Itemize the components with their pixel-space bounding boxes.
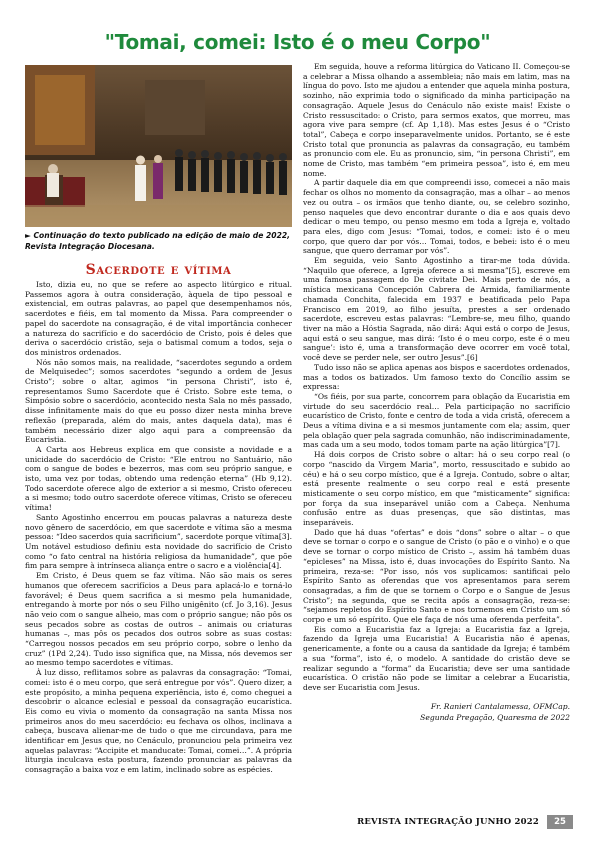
magazine-issue: REVISTA INTEGRAÇÃO JUNHO 2022 — [357, 817, 539, 827]
paragraph: Dado que há duas “ofertas” e dois “dons” sobre o altar – o que deve se tornar o corpo e o sangue de Cristo (o pão e o vinho) e o que deve se tornar o corpo místico de Cristo –, assim há também duas “epicleses” na Missa, isto é, duas invocações do Espírito Santo. Na primeira, reza-se: “Por isso, nós vos suplicamos: santificai pelo Espírito Santo as oferendas que vos apresentamos para serem consagradas, a fim de que se tornem o Corpo e o Sangue de Jesus Cristo”; na segunda, que se recita após a consagração, reza-se: “sejamos repletos do Espírito Santo e nos tornemos em Cristo um só corpo e um só espírito. Que ele faça de nós uma oferenda perfeita”. — [303, 527, 570, 625]
author-name: Fr. Ranieri Cantalamessa, OFMCap. — [430, 702, 570, 711]
paragraph: Há dois corpos de Cristo sobre o altar: há o seu corpo real (o corpo “nascido da Virgem Maria”, morto, ressuscitado e subido ao céu) e há o seu corpo místico, que é a Igreja. Contudo, sobre o altar, está presente realmente o seu corpo real e está presente misticamente o seu corpo místico, em que “misticamente” significa: por força da sua inseparável união com a Cabeça. Nenhuma confusão entre as duas presenças, que são distintas, mas inseparáveis. — [303, 450, 570, 528]
paragraph: Eis como a Eucaristia faz a Igreja: a Eucaristia faz a Igreja, fazendo da Igreja uma Eucaristia! A Eucaristia não é apenas, genericamente, a fonte ou a causa da santidade da Igreja; é também a sua “forma”, isto é, o modelo. A santidade do cristão deve se realizar segundo a “forma” da Eucaristia; deve ser uma santidade eucarística. O cristão não pode se limitar a celebrar a Eucaristia, deve ser Eucaristia com Jesus. — [303, 624, 570, 692]
photo-caption: ► Continuação do texto publicado na edição de maio de 2022, Revista Integração Diocesana. — [25, 231, 291, 251]
paragraph: Santo Agostinho encerrou em poucas palavras a natureza deste novo gênero de sacerdócio, em que sacerdote e vítima são a mesma pessoa: “Ideo sacerdos quia sacrificium”, sacerdote porque vítima[3]. Um notável estudioso definiu esta novidade do sacrifício de Cristo como “o fato central na história religiosa da humanidade”, que põe fim para sempre à intrínseca aliança entre o sacro e a violência[4]. — [25, 512, 292, 571]
paragraph: À luz disso, reflitamos sobre as palavras da consagração: “Tomai, comei: isto é o meu corpo, que será entregue por vós”. Quero dizer, a este propósito, a minha pequena experiência, isto é, como cheguei a descobrir o alcance eclesial e pessoal da consagração eucarística. Eis como eu vivia o momento da consagração na santa Missa nos primeiros anos do meu sacerdócio: eu fechava os olhos, inclinava a cabeça, buscava alienar-me de tudo o que me circundava, para me identificar em Jesus que, no Cenáculo, pronunciou pela primeira vez aquelas palavras: “Accipite et manducate: Tomai, comei…”. A própria liturgia inculcava esta postura, fazendo pronunciar as palavras da consagração a baixa voz e em latim, inclinado sobre as espécies. — [25, 668, 292, 775]
article-title: "Tomai, comei: Isto é o meu Corpo" — [104, 30, 491, 54]
author-signature — [303, 701, 570, 723]
paragraph: A Carta aos Hebreus explica em que consiste a novidade e a unicidade do sacerdócio de Cristo: “Ele entrou no Santuário, não com o sangue de bodes e bezerros, mas com seu próprio sangue, e isto, uma vez por todas, obtendo uma redenção eterna” (Hb 9,12). Todo sacerdote oferece algo de exterior a si mesmo, Cristo ofereceu a si mesmo; todo outro sacerdote oferece vítimas, Cristo se ofereceu vítima! — [25, 444, 292, 513]
paragraph: Tudo isso não se aplica apenas aos bispos e sacerdotes ordenados, mas a todos os batizados. Um famoso texto do Concílio assim se expressa: — [303, 362, 570, 392]
paragraph: Isto, dizia eu, no que se refere ao aspecto litúrgico e ritual. Passemos agora à outra consideração, àquela de tipo pessoal e existencial, em outras palavras, ao papel que desempenhamos nós, sacerdotes e fiéis, em tal momento da Missa. Para compreender o papel do sacerdote na consagração, é de vital importância conhecer a natureza do sacrifício e do sacerdócio de Cristo, pois é deles que deriva o sacerdócio cristão, seja o batismal comum a todos, seja o dos ministros ordenados. — [25, 280, 292, 357]
section-heading: Sacerdote e vítima — [85, 262, 232, 278]
page-footer — [0, 814, 595, 834]
paragraph: Em Cristo, é Deus quem se faz vítima. Não são mais os seres humanos que oferecem sacrifícios a Deus para aplacá-lo e torná-lo favorável; é Deus quem sacrifica a si mesmo pela humanidade, entregando à morte por nós o seu Filho unigênito (cf. Jo 3,16). Jesus não veio com o sangue alheio, mas com o próprio sangue; não pôs os seus pecados sobre as costas de outros – animais ou criaturas humanas –, mas pôs os pecados dos outros sobre as suas costas: “Carregou nossos pecados em seu próprio corpo, sobre o lenho da cruz” (1Pd 2,24). Tudo isso significa que, na Missa, nós devemos ser ao mesmo tempo sacerdotes e vítimas. — [25, 571, 292, 668]
author-source: Segunda Pregação, Quaresma de 2022 — [420, 713, 570, 722]
paragraph: Nós não somos mais, na realidade, “sacerdotes segundo a ordem de Melquisedec”; somos sacerdotes “segundo a ordem de Jesus Cristo”; sobre o altar, agimos “in persona Christi”, isto é, representamos Sumo Sacerdote que é Cristo. Sobre este tema, o Simpósio sobre o sacerdócio, acontecido nesta Sala no mês passado, disse infinitamente mais do que eu posso dizer nesta minha breve reflexão (preparada, além do mais, antes daquela data), mas é também necessário dizer algo aqui para a compreensão da Eucaristia. — [25, 357, 292, 445]
papal-audience-photo — [25, 65, 292, 227]
left-column — [25, 280, 292, 775]
paragraph: A partir daquele dia em que compreendi isso, comecei a não mais fechar os olhos no momento da consagração, mas a olhar – ao menos vez ou outra – os irmãos que tenho diante, ou, se celebro sozinho, penso naqueles que devo encontrar durante o dia e aos quais devo dedicar o meu tempo, ou penso mesmo em toda a Igreja e, voltado para eles, digo com Jesus: “Tomai, todos, e comei: isto é o meu corpo, que quero dar por vós… Tomai, todos, e bebei: isto é o meu sangue, que quero derramar por vós”. — [303, 178, 570, 256]
right-column — [303, 62, 570, 693]
quote-paragraph: “Os fiéis, por sua parte, concorrem para oblação da Eucaristia em virtude do seu sacerdócio real… Pela participação no sacrifício eucarístico de Cristo, fonte e centro de toda a vida cristã, oferecem a Deus a vítima divina e a si mesmos juntamente com ela; assim, quer pela oblação quer pela sagrada comunhão, não indiscriminadamente, mas cada um a seu modo, todos tomam parte na ação litúrgica”[7]. — [303, 391, 570, 450]
paragraph: Em seguida, houve a reforma litúrgica do Vaticano II. Começou-se a celebrar a Missa olhando a assembleia; não mais em latim, mas na língua do povo. Isto me ajudou a entender que aquela minha postura, sozinho, não exprimia todo o significado da minha participação na consagração. Aquele Jesus do Cenáculo não existe mais! Existe o Cristo ressuscitado: o Cristo, para sermos exatos, que morreu, mas agora vive para sempre (cf. Ap 1,18). Mas estes Jesus é o “Cristo total”, Cabeça e corpo inseparavelmente unidos. Portanto, se é este Cristo total que pronuncia as palavras da consagração, eu também as pronuncio com ele. Eu as pronuncio, sim, “in persona Christi”, em nome de Cristo, mas também “em primeira pessoa”, isto é, em meu nome. — [303, 62, 570, 178]
article-photo — [25, 65, 292, 227]
paragraph: Em seguida, veio Santo Agostinho a tirar-me toda dúvida. “Naquilo que oferece, a Igreja oferece a si mesma”[5], escreve em uma famosa passagem do De civitate Dei. Mais perto de nós, a mística mexicana Concepción Cabrera de Armida, familiarmente chamada Conchita, falecida em 1937 e beatificada pelo Papa Francisco em 2019, ao filho jesuíta, prestes a ser ordenado sacerdote, escreveu estas palavras: “Lembre-se, meu filho, quando tiver na mão a Hóstia Sagrada, não dirá: Aqui está o corpo de Jesus, aqui está o seu sangue, mas dirá: ‘Isto é o meu corpo, este é o meu sangue’: isto é, uma a transformação deve ocorrer em você total, você deve se perder nele, ser outro Jesus”.[6] — [303, 256, 570, 363]
page-number: 25 — [547, 815, 573, 829]
